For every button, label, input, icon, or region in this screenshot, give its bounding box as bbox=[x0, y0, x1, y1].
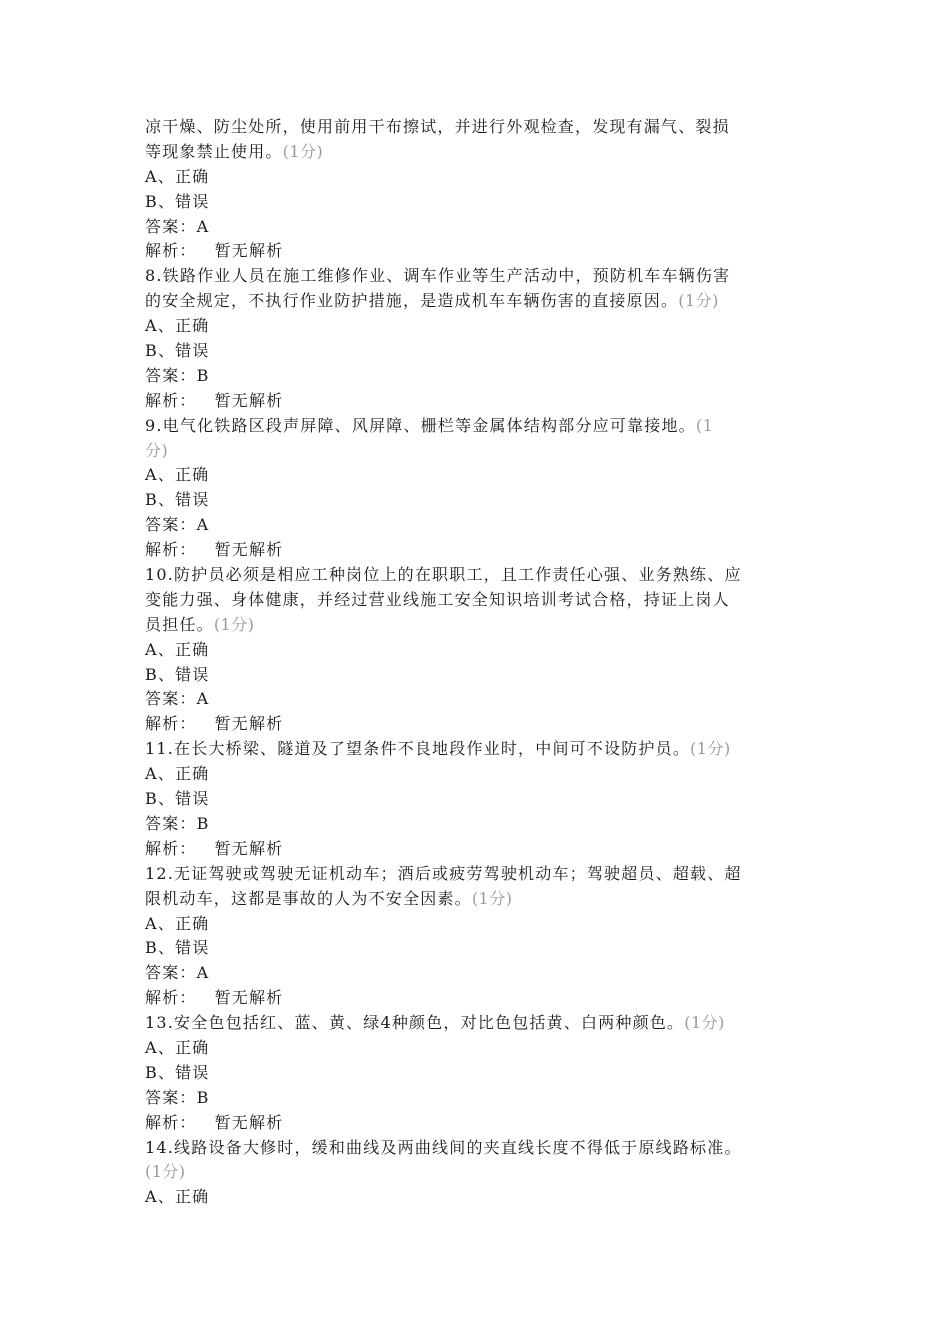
question-13 bbox=[145, 1011, 810, 1135]
option-b: B、错误 bbox=[145, 191, 210, 211]
question-text-line bbox=[145, 414, 810, 439]
question-text-line: 12.无证驾驶或驾驶无证机动车；酒后或疲劳驾驶机动车；驾驶超员、超载、超 bbox=[145, 863, 742, 883]
option-a: A、正确 bbox=[145, 639, 210, 659]
points-label: (1分) bbox=[684, 1013, 725, 1033]
points-label: (1分) bbox=[213, 614, 255, 634]
analysis-text: 暂无解析 bbox=[214, 390, 284, 410]
option-a: A、正确 bbox=[145, 465, 210, 485]
points-label: (1分) bbox=[471, 888, 513, 908]
points-label: (1分) bbox=[145, 1162, 186, 1182]
question-text-fragment: 等现象禁止使用。 bbox=[145, 141, 283, 161]
analysis-text: 暂无解析 bbox=[214, 241, 284, 261]
option-b: B、错误 bbox=[145, 789, 210, 809]
question-text-line bbox=[145, 613, 810, 638]
option-b: B、错误 bbox=[145, 664, 210, 684]
analysis-line bbox=[145, 837, 810, 862]
question-text-fragment: 9.电气化铁路区段声屏障、风屏障、栅栏等金属体结构部分应可靠接地。 bbox=[145, 415, 696, 435]
points-label: (1分) bbox=[678, 291, 719, 311]
question-14 bbox=[145, 1136, 810, 1211]
question-text-fragment: 的安全规定，不执行作业防护措施，是造成机车车辆伤害的直接原因。 bbox=[145, 291, 679, 311]
answer-line: 答案：B bbox=[145, 365, 210, 385]
question-12 bbox=[145, 862, 810, 1011]
analysis-line bbox=[145, 1111, 810, 1136]
question-text-line bbox=[145, 1160, 810, 1185]
question-8 bbox=[145, 264, 810, 413]
question-text-line bbox=[145, 140, 810, 165]
question-text-line bbox=[145, 439, 810, 464]
points-label: (1分) bbox=[690, 739, 731, 759]
analysis-label: 解析： bbox=[145, 540, 197, 560]
question-text-line bbox=[145, 1011, 810, 1036]
answer-line: 答案：A bbox=[145, 216, 210, 236]
option-a: A、正确 bbox=[145, 764, 210, 784]
answer-line: 答案：A bbox=[145, 689, 210, 709]
analysis-label: 解析： bbox=[145, 390, 197, 410]
option-a: A、正确 bbox=[145, 1037, 210, 1057]
question-text-line bbox=[145, 289, 810, 314]
question-10 bbox=[145, 563, 810, 737]
question-text-line bbox=[145, 737, 810, 762]
question-11 bbox=[145, 737, 810, 861]
analysis-text: 暂无解析 bbox=[214, 838, 284, 858]
points-label: 分) bbox=[145, 440, 169, 460]
option-b: B、错误 bbox=[145, 938, 210, 958]
question-text-line: 14.线路设备大修时，缓和曲线及两曲线间的夹直线长度不得低于原线路标准。 bbox=[145, 1137, 742, 1157]
analysis-label: 解析： bbox=[145, 838, 197, 858]
question-9 bbox=[145, 414, 810, 563]
answer-line: 答案：A bbox=[145, 963, 210, 983]
analysis-label: 解析： bbox=[145, 988, 197, 1008]
analysis-text: 暂无解析 bbox=[214, 988, 284, 1008]
analysis-line bbox=[145, 712, 810, 737]
analysis-line bbox=[145, 239, 810, 264]
question-7-continuation bbox=[145, 115, 810, 264]
answer-line: 答案：A bbox=[145, 515, 210, 535]
question-text-line: 变能力强、身体健康，并经过营业线施工安全知识培训考试合格，持证上岗人 bbox=[145, 589, 730, 609]
option-b: B、错误 bbox=[145, 490, 210, 510]
question-text-line: 8.铁路作业人员在施工维修作业、调车作业等生产活动中，预防机车车辆伤害 bbox=[145, 266, 731, 286]
question-text-fragment: 13.安全色包括红、蓝、黄、绿4种颜色，对比色包括黄、白两种颜色。 bbox=[145, 1013, 685, 1033]
analysis-line bbox=[145, 986, 810, 1011]
question-text-line: 10.防护员必须是相应工种岗位上的在职职工，且工作责任心强、业务熟练、应 bbox=[145, 565, 742, 585]
analysis-label: 解析： bbox=[145, 1112, 197, 1132]
question-text-fragment: 11.在长大桥梁、隧道及了望条件不良地段作业时，中间可不设防护员。 bbox=[145, 739, 691, 759]
question-text-fragment: 员担任。 bbox=[145, 614, 214, 634]
analysis-text: 暂无解析 bbox=[214, 714, 284, 734]
answer-line: 答案：B bbox=[145, 1087, 210, 1107]
option-a: A、正确 bbox=[145, 1187, 210, 1207]
question-text-fragment: 限机动车，这都是事故的人为不安全因素。 bbox=[145, 888, 472, 908]
analysis-text: 暂无解析 bbox=[214, 1112, 284, 1132]
option-a: A、正确 bbox=[145, 166, 210, 186]
option-b: B、错误 bbox=[145, 341, 210, 361]
answer-line: 答案：B bbox=[145, 813, 210, 833]
option-b: B、错误 bbox=[145, 1062, 210, 1082]
analysis-text: 暂无解析 bbox=[214, 540, 284, 560]
analysis-line bbox=[145, 538, 810, 563]
question-text-line bbox=[145, 887, 810, 912]
document-page bbox=[145, 115, 810, 1210]
option-a: A、正确 bbox=[145, 913, 210, 933]
analysis-line bbox=[145, 389, 810, 414]
option-a: A、正确 bbox=[145, 316, 210, 336]
analysis-label: 解析： bbox=[145, 714, 197, 734]
analysis-label: 解析： bbox=[145, 241, 197, 261]
points-label: (1分) bbox=[282, 141, 324, 161]
points-label: (1 bbox=[695, 415, 714, 435]
question-text-line: 凉干燥、防尘处所，使用前用干布擦试，并进行外观检查，发现有漏气、裂损 bbox=[145, 117, 730, 136]
